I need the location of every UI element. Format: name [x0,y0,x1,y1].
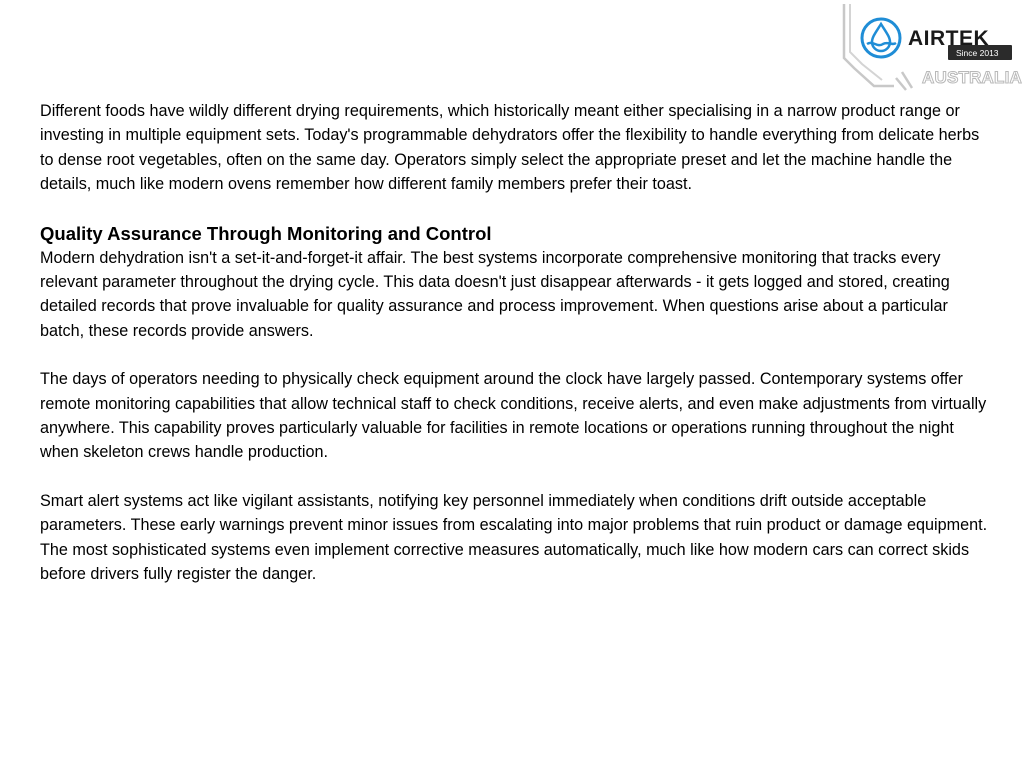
intro-paragraph: Different foods have wildly different drying requirements, which historically meant either specialising in a narrow product range or investing in multiple equipment sets. Today's programmable dehydrators offer the flexibility to handle everything from delicate herbs to dense root vegetables, often on the same day. Operators simply select the appropriate preset and let the machine handle the details, much like modern ovens remember how different family members prefer their toast. [40,102,980,194]
paragraph-monitoring: Modern dehydration isn't a set-it-and-forget-it affair. The best systems incorporate comprehensive monitoring that tracks every relevant parameter throughout the drying cycle. This data doesn't just disappear afterwards - it gets logged and stored, creating detailed records that prove invaluable for quality assurance and process improvement. When questions arise about a particular batch, these records provide answers. [40,248,950,340]
paragraph-smart-alerts: Smart alert systems act like vigilant assistants, notifying key personnel immediately when conditions drift outside acceptable parameters. These early warnings prevent minor issues from escalating into major problems that ruin product or damage equipment. The most sophisticated systems even implement corrective measures automatically, much like how modern cars can correct skids before drivers fully register the danger. [40,491,988,584]
section-heading: Quality Assurance Through Monitoring and Control [40,222,492,244]
brand-name: AIRTEK [908,27,990,50]
paragraph-remote-monitoring: The days of operators needing to physically check equipment around the clock have largely passed. Contemporary systems offer remote monitoring capabilities that allow technical staff to check conditions, receive alerts, and even make adjustments from virtually anywhere. This capability proves particularly valuable for facilities in remote locations or operations running throughout the night when skeleton crews handle production. [40,370,987,462]
document-body [40,99,990,587]
brand-since-badge: Since 2013 [956,48,999,58]
airtek-logo [840,2,1024,94]
brand-country: AUSTRALIA [922,68,1023,87]
